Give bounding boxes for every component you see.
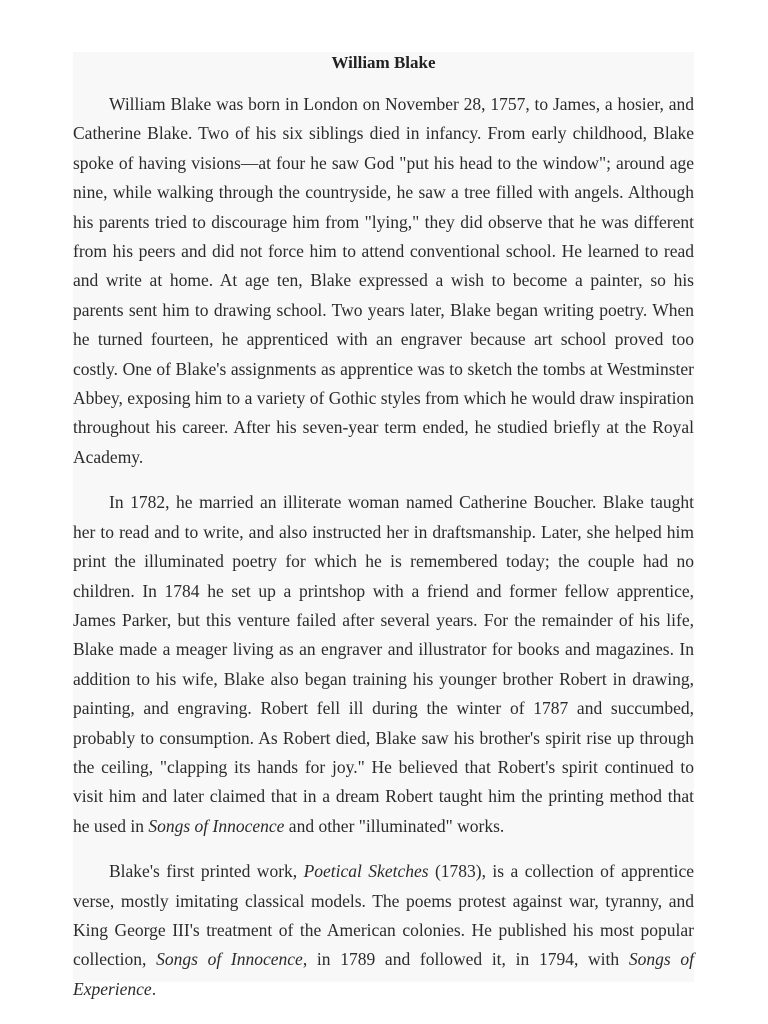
paragraph-text: , in 1789 and followed it, in 1794, with [302,949,629,970]
paragraph-text: William Blake was born in London on November 28, 1757, to James, a hosier, and Catherine Blake. Two of his six siblings died in infancy. From early childhood, Blake spoke of having visions—at four he saw God "put his head to the window"; around age nine, while walking through the countryside, he saw a tree filled with angels. Although his parents tried to discourage him from "lying," they did observe that he was different from his peers and did not force him to attend conventional school. He learned to read and write at home. At age ten, Blake expressed a wish to become a painter, so his parents sent him to drawing school. Two years later, Blake began writing poetry. When he turned fourteen, he apprenticed with an engraver because art school proved too costly. One of Blake's assignments as apprentice was to sketch the tombs at Westminster Abbey, exposing him to a variety of Gothic styles from which he would draw inspiration throughout his career. After his seven-year term ended, he studied briefly at the Royal Academy. [73,94,694,467]
paragraph-text: Blake's first printed work, [109,861,304,882]
paragraph-text: In 1782, he married an illiterate woman named Catherine Boucher. Blake taught her to read and to write, and also instructed her in draftsmanship. Later, she helped him print the illuminated poetry for which he is remembered today; the couple had no children. In 1784 he set up a printshop with a friend and former fellow apprentice, James Parker, but this venture failed after several years. For the remainder of his life, Blake made a meager living as an engraver and illustrator for books and magazines. In addition to his wife, Blake also began training his younger brother Robert in drawing, painting, and engraving. Robert fell ill during the winter of 1787 and succumbed, probably to consumption. As Robert died, Blake saw his brother's spirit rise up through the ceiling, "clapping its hands for joy." He believed that Robert's spirit continued to visit him and later claimed that in a dream Robert taught him the printing method that he used in [73,492,694,836]
paragraph-text: (1783), is a collection of apprentice verse, mostly imitating classical models. The poems protest against war, tyranny, and King George III's treatment of the American colonies. He published his most popular collection, [73,861,695,970]
book-title-italic: Songs of Experience [73,949,694,999]
paragraph-text: and other "illuminated" works. [284,815,505,836]
paragraph-3 [73,857,694,1004]
paragraph-1 [73,90,694,472]
book-title-italic: Poetical Sketches [303,861,429,882]
book-title-italic: Songs of Innocence [148,815,285,836]
document-title: William Blake [331,53,436,72]
book-title-italic: Songs of Innocence [156,949,303,970]
document-page [73,52,695,999]
paragraph-2 [73,488,694,841]
paragraph-text: . [151,978,157,999]
